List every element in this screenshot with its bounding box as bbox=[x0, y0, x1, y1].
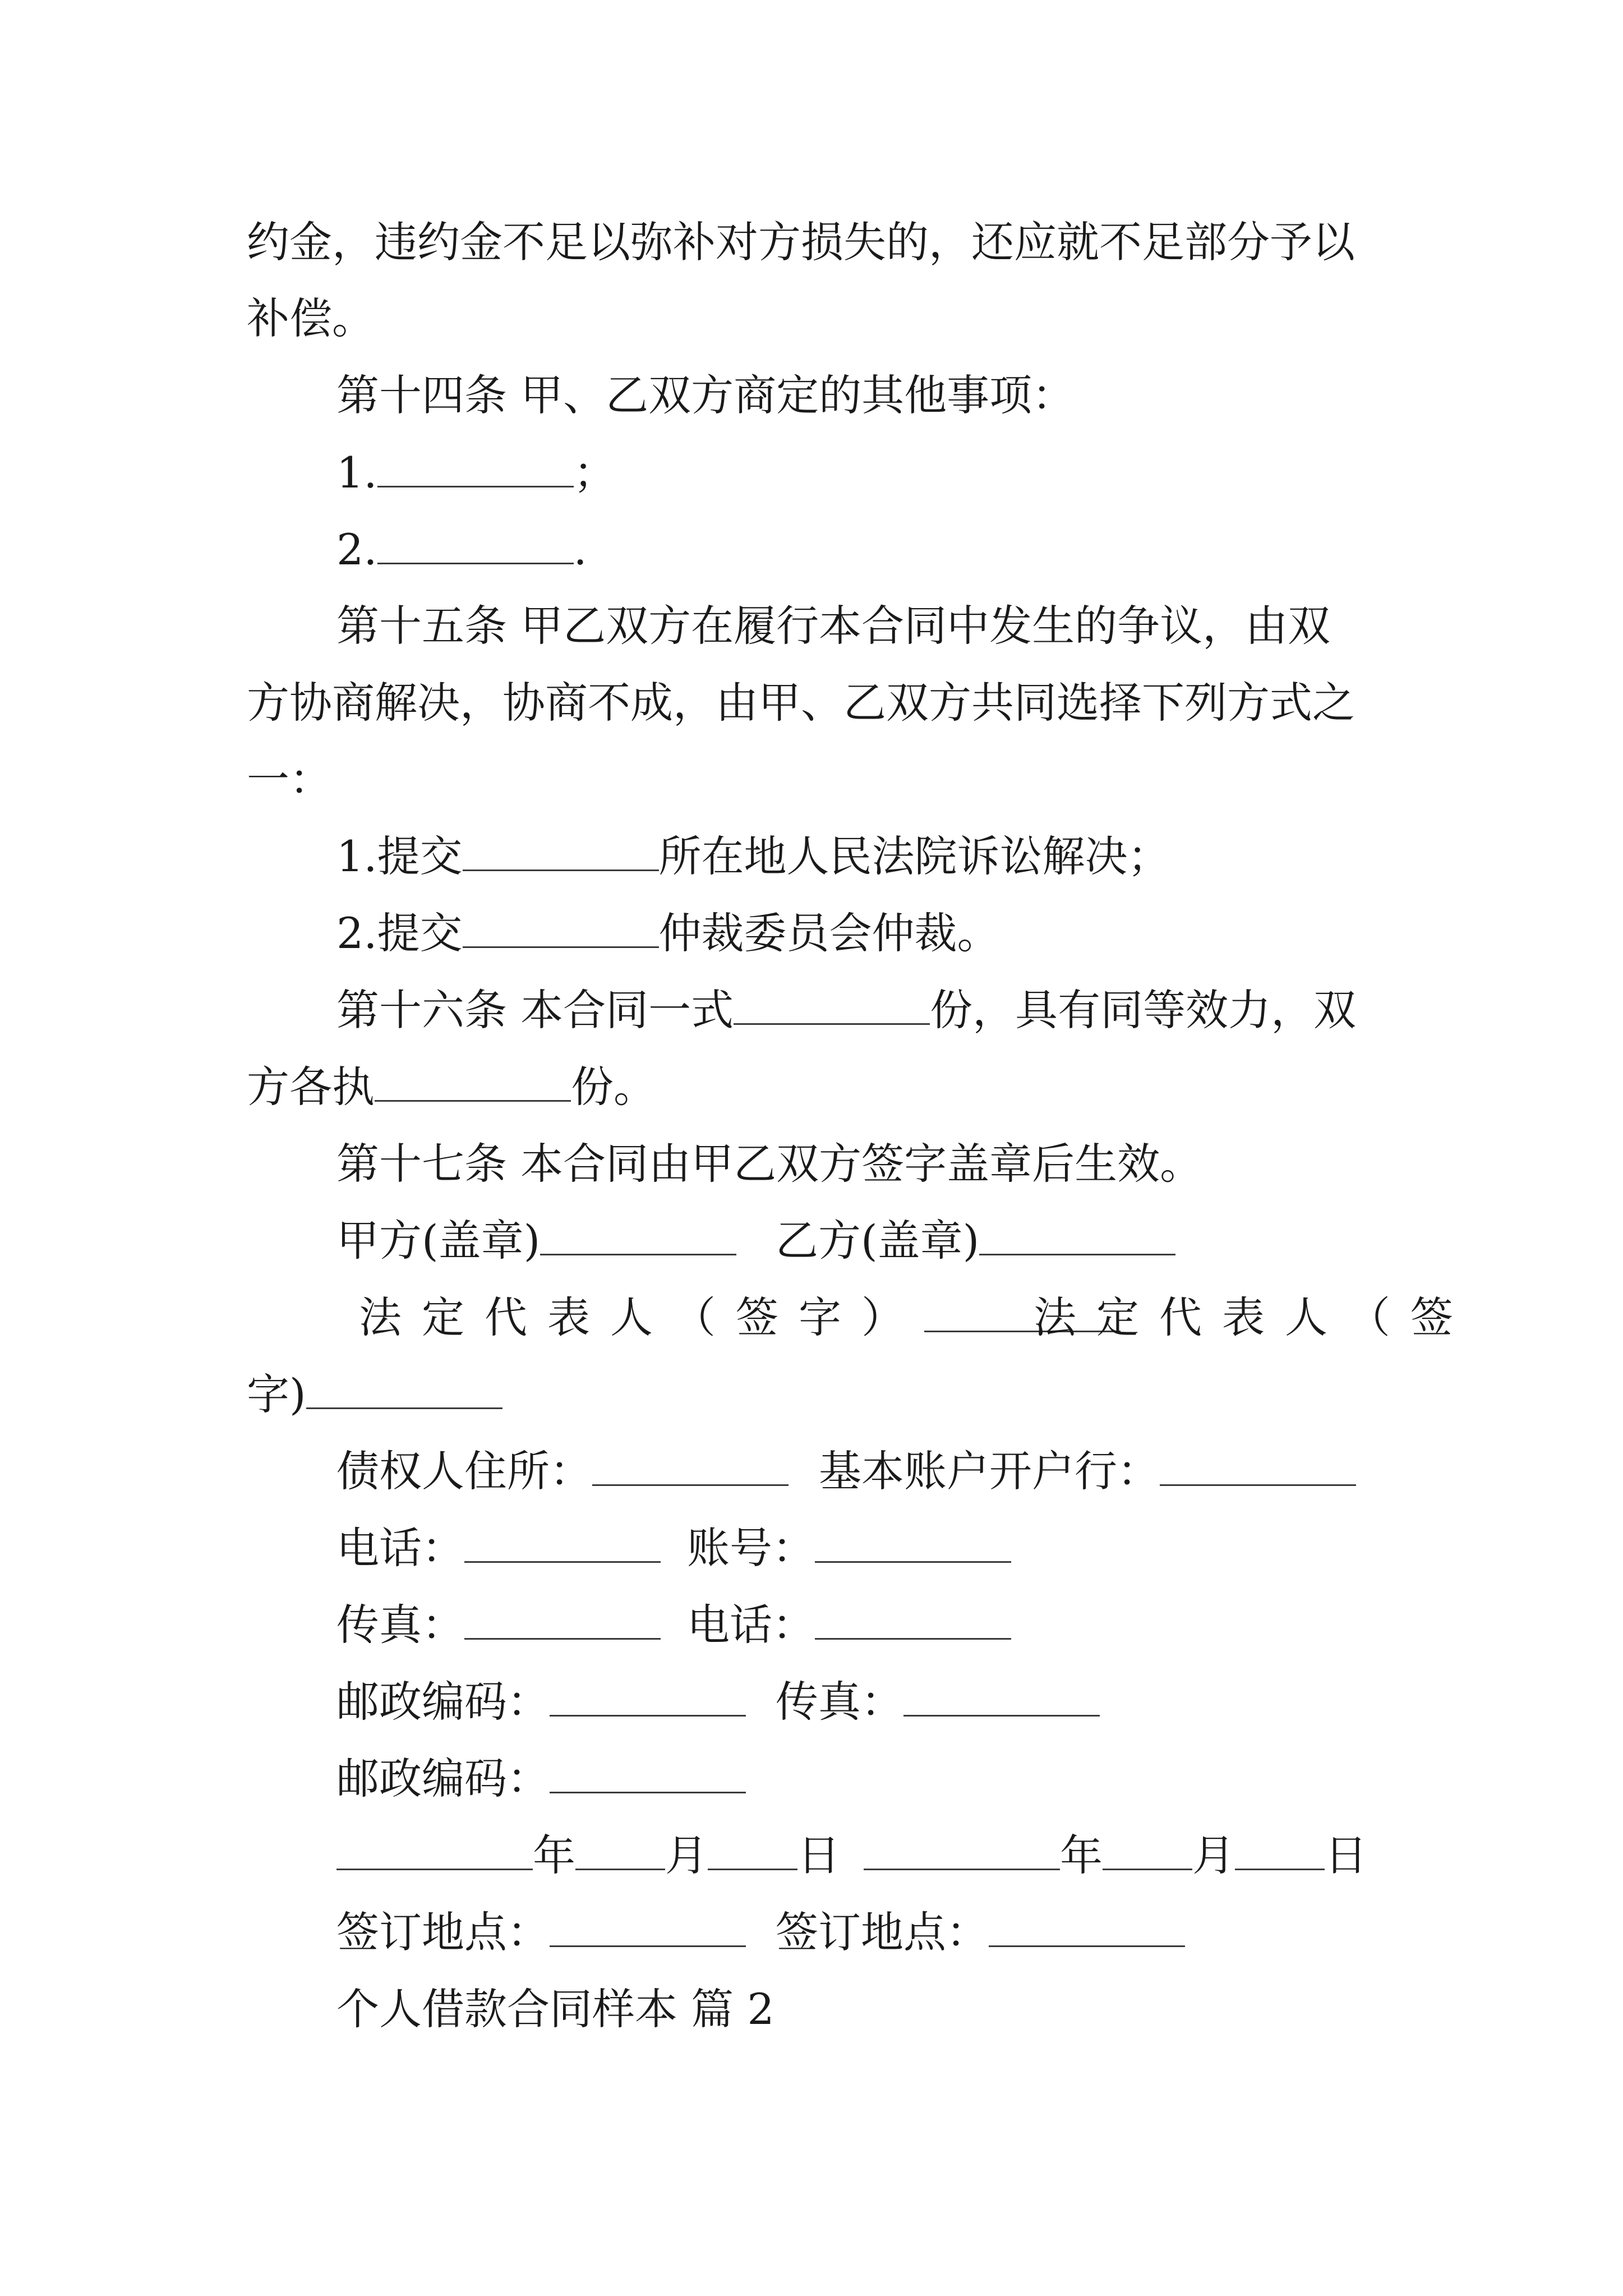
article-15-line bbox=[247, 752, 332, 808]
text: 甲方(盖章) bbox=[336, 1216, 541, 1266]
account-line bbox=[687, 1520, 1011, 1576]
text: 签订地点： bbox=[336, 1907, 550, 1957]
fill-in-blank[interactable] bbox=[550, 1906, 746, 1947]
fill-in-blank[interactable] bbox=[864, 1829, 1060, 1870]
paragraph-line bbox=[247, 214, 1355, 270]
text: 传真： bbox=[336, 1600, 464, 1650]
bank-line bbox=[819, 1443, 1356, 1499]
text: 1. bbox=[336, 448, 377, 498]
text: 法定代表人（签 bbox=[1034, 1292, 1473, 1342]
text: 方协商解决，协商不成，由甲、乙双方共同选择下列方式之 bbox=[247, 678, 1355, 728]
text: 邮政编码： bbox=[336, 1677, 550, 1727]
fill-in-blank[interactable] bbox=[989, 1906, 1185, 1947]
text: 签订地点： bbox=[776, 1907, 989, 1957]
text: 个人借款合同样本 篇 2 bbox=[336, 1984, 774, 2034]
fill-in-blank[interactable] bbox=[377, 447, 574, 487]
article-15-option-1 bbox=[336, 829, 1170, 885]
phone-2-line bbox=[687, 1597, 1011, 1653]
creditor-address-line bbox=[336, 1443, 789, 1499]
fill-in-blank[interactable] bbox=[336, 1829, 533, 1870]
text: 份，具有同等效力，双 bbox=[930, 985, 1357, 1035]
postcode-2-line bbox=[336, 1751, 746, 1807]
text: 第十七条 本合同由甲乙双方签字盖章后生效。 bbox=[336, 1139, 1203, 1189]
text: 日 bbox=[1325, 1830, 1367, 1880]
article-15-option-2 bbox=[336, 905, 1000, 961]
fill-in-blank[interactable] bbox=[464, 1522, 661, 1563]
fill-in-blank[interactable] bbox=[575, 1829, 665, 1870]
article-14-heading bbox=[336, 367, 1075, 424]
text: 方各执 bbox=[247, 1062, 375, 1112]
date-line-a bbox=[336, 1828, 840, 1884]
legal-rep-b-line bbox=[247, 1366, 502, 1423]
signing-place-line bbox=[336, 1904, 746, 1961]
fill-in-blank[interactable] bbox=[903, 1676, 1100, 1717]
text: 第十六条 本合同一式 bbox=[336, 985, 734, 1035]
text: 1.提交 bbox=[336, 831, 463, 881]
fill-in-blank[interactable] bbox=[815, 1522, 1011, 1563]
fax-2-line bbox=[776, 1674, 1100, 1730]
text: 所在地人民法院诉讼解决； bbox=[658, 831, 1170, 881]
text: 第十四条 甲、乙双方商定的其他事项： bbox=[336, 370, 1075, 420]
fill-in-blank[interactable] bbox=[306, 1368, 502, 1409]
date-line-b bbox=[864, 1828, 1367, 1884]
text: 债权人住所： bbox=[336, 1446, 592, 1496]
text: 年 bbox=[1060, 1830, 1103, 1880]
text: 乙方(盖章) bbox=[776, 1216, 980, 1266]
section-heading bbox=[336, 1981, 774, 2037]
article-16-line bbox=[336, 982, 1356, 1038]
fill-in-blank[interactable] bbox=[550, 1676, 746, 1717]
article-15-line bbox=[336, 598, 1330, 654]
article-15-line bbox=[247, 675, 1355, 731]
text: 字) bbox=[247, 1369, 306, 1419]
fill-in-blank[interactable] bbox=[464, 1599, 661, 1640]
text: 月 bbox=[1192, 1830, 1235, 1880]
fill-in-blank[interactable] bbox=[815, 1599, 1011, 1640]
fill-in-blank[interactable] bbox=[1235, 1829, 1325, 1870]
fill-in-blank[interactable] bbox=[592, 1445, 789, 1486]
text: 约金，违约金不足以弥补对方损失的，还应就不足部分予以 bbox=[247, 217, 1355, 267]
article-14-item-1 bbox=[336, 445, 616, 501]
party-a-seal-line bbox=[336, 1213, 736, 1269]
legal-rep-a-line bbox=[359, 1290, 1121, 1346]
fill-in-blank[interactable] bbox=[1160, 1445, 1356, 1486]
text: 账号： bbox=[687, 1523, 815, 1573]
text: 电话： bbox=[687, 1600, 815, 1650]
text: 年 bbox=[533, 1830, 575, 1880]
paragraph-line bbox=[247, 291, 375, 347]
text: 第十五条 甲乙双方在履行本合同中发生的争议，由双 bbox=[336, 601, 1331, 651]
fill-in-blank[interactable] bbox=[550, 1752, 746, 1793]
article-16-line bbox=[247, 1059, 656, 1115]
text: 2. bbox=[336, 524, 377, 574]
fill-in-blank[interactable] bbox=[979, 1214, 1175, 1255]
article-17 bbox=[336, 1136, 1202, 1192]
fill-in-blank[interactable] bbox=[463, 830, 659, 871]
postcode-line bbox=[336, 1674, 746, 1730]
text: 邮政编码： bbox=[336, 1754, 550, 1803]
text: 份。 bbox=[571, 1062, 656, 1112]
fill-in-blank[interactable] bbox=[734, 984, 930, 1025]
text: 补偿。 bbox=[247, 293, 375, 343]
fill-in-blank[interactable] bbox=[708, 1829, 797, 1870]
text: 月 bbox=[665, 1830, 708, 1880]
fax-line bbox=[336, 1597, 661, 1653]
text: 电话： bbox=[336, 1523, 464, 1573]
fill-in-blank[interactable] bbox=[377, 523, 574, 564]
text: 日 bbox=[797, 1830, 840, 1880]
fill-in-blank[interactable] bbox=[1103, 1829, 1192, 1870]
text: 基本账户开户行： bbox=[819, 1446, 1160, 1496]
fill-in-blank[interactable] bbox=[540, 1214, 736, 1255]
fill-in-blank[interactable] bbox=[463, 907, 659, 948]
signing-place-2-line bbox=[776, 1904, 1185, 1961]
article-14-item-2 bbox=[336, 522, 587, 578]
text: . bbox=[573, 524, 587, 574]
text: 仲裁委员会仲裁。 bbox=[658, 908, 1000, 958]
text: 2.提交 bbox=[336, 908, 463, 958]
phone-line bbox=[336, 1520, 661, 1576]
text: 一： bbox=[247, 754, 332, 804]
party-b-seal-line bbox=[776, 1213, 1175, 1269]
text: 传真： bbox=[776, 1677, 903, 1727]
text: ； bbox=[573, 448, 616, 498]
fill-in-blank[interactable] bbox=[375, 1061, 571, 1102]
legal-rep-b-line bbox=[1034, 1290, 1473, 1346]
text: 法定代表人（签字） bbox=[359, 1292, 924, 1342]
